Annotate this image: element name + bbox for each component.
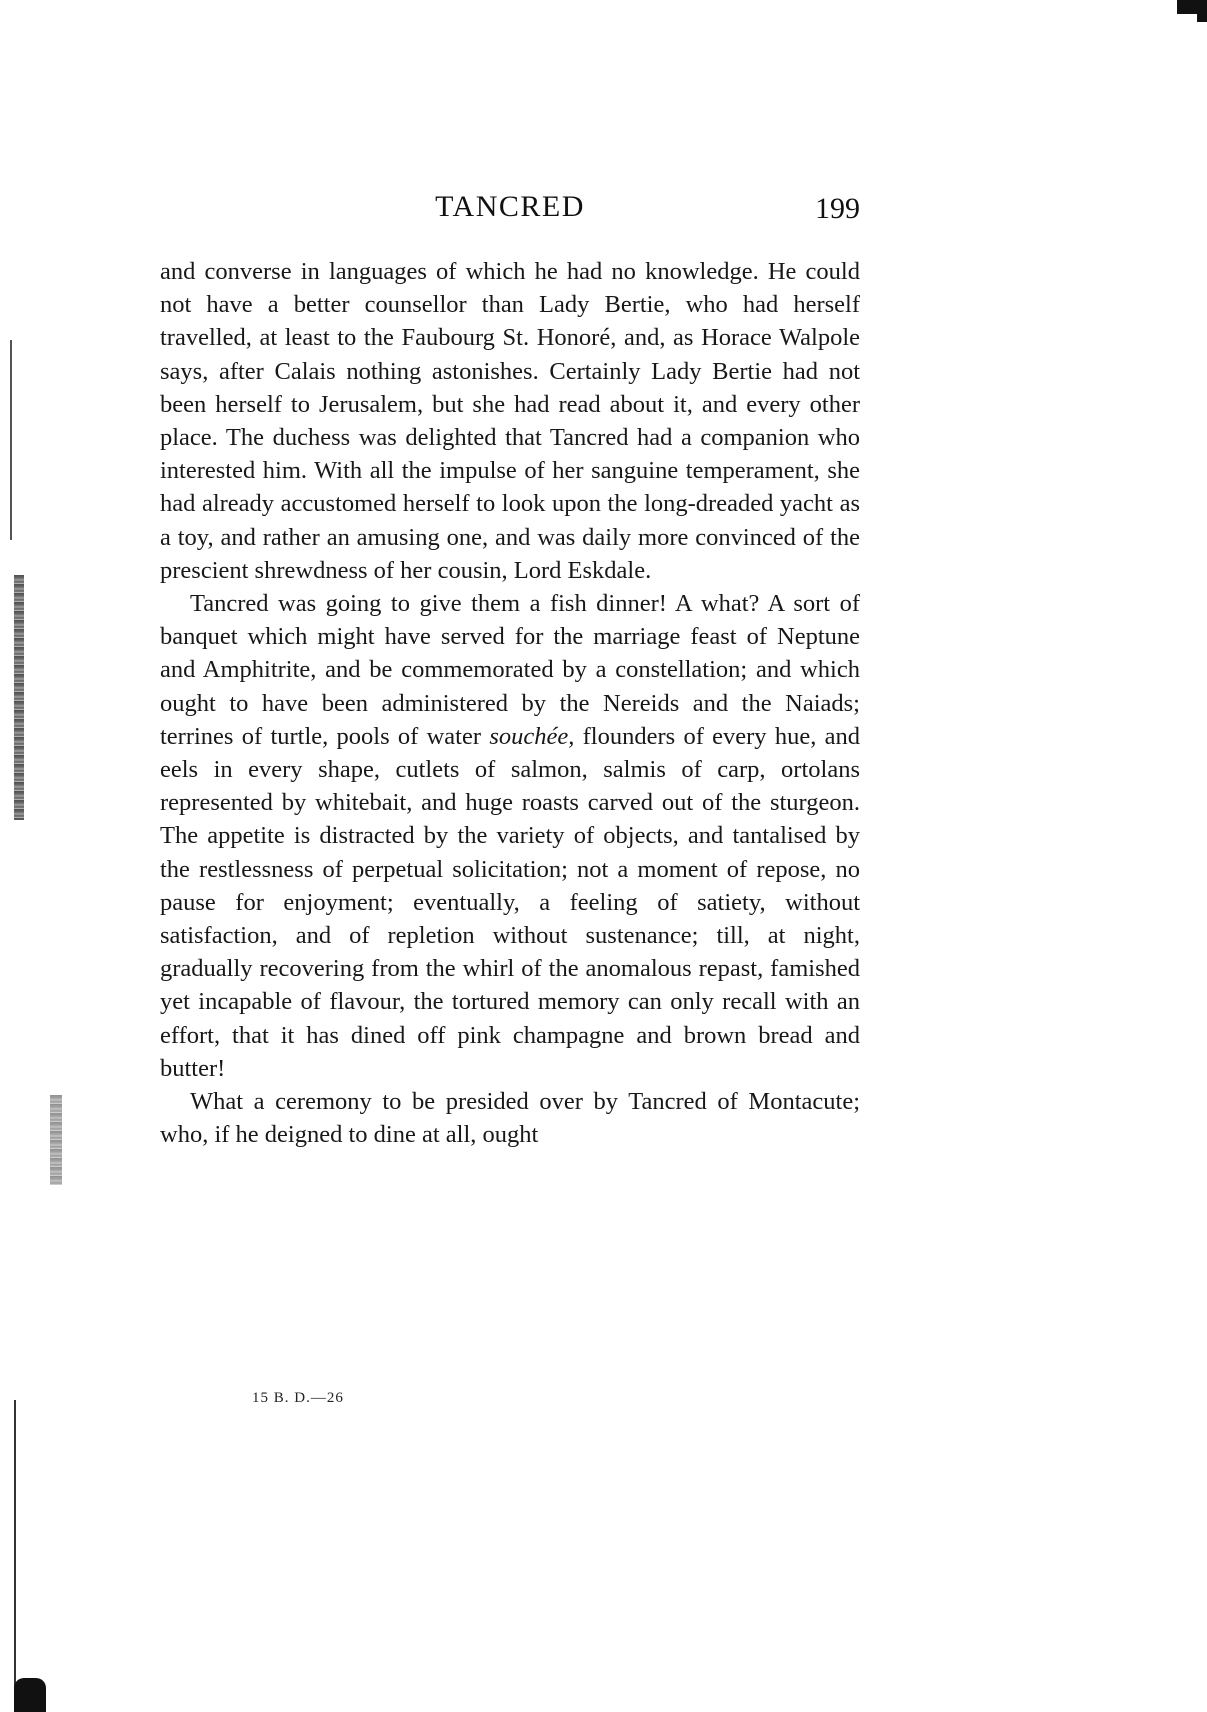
binding-speckle-upper	[14, 575, 24, 820]
paragraph: What a ceremony to be presided over by Tancred of Montacute; who, if he deigned to dine at all, ought	[160, 1088, 860, 1149]
running-header	[160, 190, 860, 230]
left-edge-line-bottom	[14, 1400, 16, 1712]
paragraph-text: Tancred was going to give them a fish dinner! A what? A sort of banquet which might have served for the marriage feast of Neptune and Amphitrite, and be commemorated by a constellation; and which ought to have been administered by the Nereids and the Naiads; terrines of turtle, pools of water	[160, 590, 860, 750]
bottom-corner-blot	[14, 1678, 46, 1712]
italic-word: souchée,	[489, 722, 575, 750]
printer-signature: 15 B. D.—26	[252, 1390, 344, 1406]
body-text	[160, 255, 860, 1151]
paragraph-text: flounders of every hue, and eels in every shape, cutlets of salmon, salmis of carp, ortolans represented by whitebait, and huge roasts carved out of the sturgeon. The appetite is distracted by the variety of objects, and tantalised by the restlessness of perpetual solicitation; not a moment of repose, no pause for enjoyment; eventually, a feeling of satiety, without satisfaction, and of repletion without sustenance; till, at night, gradually recovering from the whirl of the anomalous repast, famished yet incapable of flavour, the tortured memory can only recall with an effort, that it has dined off pink champagne and brown bread and butter!	[160, 722, 860, 1082]
running-title: TANCRED	[435, 190, 585, 223]
binding-speckle-lower	[50, 1095, 62, 1185]
left-edge-line	[10, 340, 12, 540]
page-number: 199	[815, 192, 860, 225]
corner-scan-mark-tail	[1197, 14, 1207, 22]
paragraph	[160, 587, 860, 1085]
paragraph: and converse in languages of which he had no knowledge. He could not have a better counsellor than Lady Bertie, who had herself travelled, at least to the Faubourg St. Honoré, and, as Horace Walpole says, after Calais nothing astonishes. Certainly Lady Bertie had not been herself to Jerusalem, but she had read about it, and every other place. The duchess was delighted that Tancred had a companion who interested him. With all the impulse of her sanguine temperament, she had already accustomed herself to look upon the long-dreaded yacht as a toy, and rather an amusing one, and was daily more convinced of the prescient shrewdness of her cousin, Lord Eskdale.	[160, 258, 860, 584]
corner-scan-mark	[1177, 0, 1207, 14]
